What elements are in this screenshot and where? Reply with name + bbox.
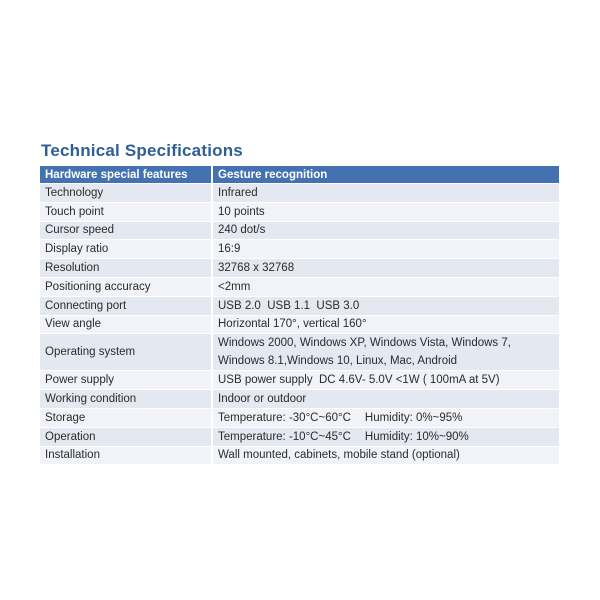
table-row xyxy=(40,296,559,315)
feature-cell: Operating system xyxy=(40,333,213,370)
feature-cell: Resolution xyxy=(40,258,213,277)
value-cell: Horizontal 170°, vertical 160° xyxy=(213,315,559,334)
table-row xyxy=(40,277,559,296)
table-row xyxy=(40,315,559,334)
value-cell: 10 points xyxy=(213,202,559,221)
feature-cell: Power supply xyxy=(40,370,213,389)
value-cell: 240 dot/s xyxy=(213,221,559,240)
table-row xyxy=(40,202,559,221)
humidity-range: Humidity: 10%~90% xyxy=(364,430,469,443)
feature-cell: Display ratio xyxy=(40,239,213,258)
table-row xyxy=(40,258,559,277)
feature-cell: Storage xyxy=(40,408,213,427)
feature-cell: Working condition xyxy=(40,389,213,408)
value-cell: 16:9 xyxy=(213,239,559,258)
table-row xyxy=(40,183,559,202)
value-cell: <2mm xyxy=(213,277,559,296)
value-cell: 32768 x 32768 xyxy=(213,258,559,277)
feature-cell: Cursor speed xyxy=(40,221,213,240)
humidity-range: Humidity: 0%~95% xyxy=(364,411,463,424)
table-row xyxy=(40,389,559,408)
column-header-values: Gesture recognition xyxy=(213,166,559,183)
table-header-row xyxy=(40,166,559,183)
feature-cell: Operation xyxy=(40,427,213,446)
value-cell xyxy=(213,333,559,370)
value-cell: Indoor or outdoor xyxy=(213,389,559,408)
feature-cell: Installation xyxy=(40,446,213,465)
column-header-features: Hardware special features xyxy=(40,166,213,183)
value-cell xyxy=(213,427,559,446)
value-cell: USB 2.0 USB 1.1 USB 3.0 xyxy=(213,296,559,315)
value-cell: USB power supply DC 4.6V- 5.0V <1W ( 100mA at 5V) xyxy=(213,370,559,389)
temperature-range: Temperature: -10°C~45°C xyxy=(218,430,351,443)
value-cell: Infrared xyxy=(213,183,559,202)
table-row xyxy=(40,446,559,465)
value-cell: Wall mounted, cabinets, mobile stand (optional) xyxy=(213,446,559,465)
temperature-range: Temperature: -30°C~60°C xyxy=(218,411,351,424)
table-row xyxy=(40,221,559,240)
feature-cell: Technology xyxy=(40,183,213,202)
value-line: Windows 2000, Windows XP, Windows Vista, Windows 7, xyxy=(218,337,511,350)
table-row xyxy=(40,408,559,427)
feature-cell: Positioning accuracy xyxy=(40,277,213,296)
feature-cell: Connecting port xyxy=(40,296,213,315)
feature-cell: Touch point xyxy=(40,202,213,221)
value-cell xyxy=(213,408,559,427)
spec-table xyxy=(40,166,559,464)
table-row xyxy=(40,427,559,446)
feature-cell: View angle xyxy=(40,315,213,334)
table-row xyxy=(40,239,559,258)
table-row xyxy=(40,370,559,389)
page-title: Technical Specifications xyxy=(41,141,243,160)
table-row xyxy=(40,333,559,370)
value-line: Windows 8.1,Windows 10, Linux, Mac, Android xyxy=(218,355,458,368)
